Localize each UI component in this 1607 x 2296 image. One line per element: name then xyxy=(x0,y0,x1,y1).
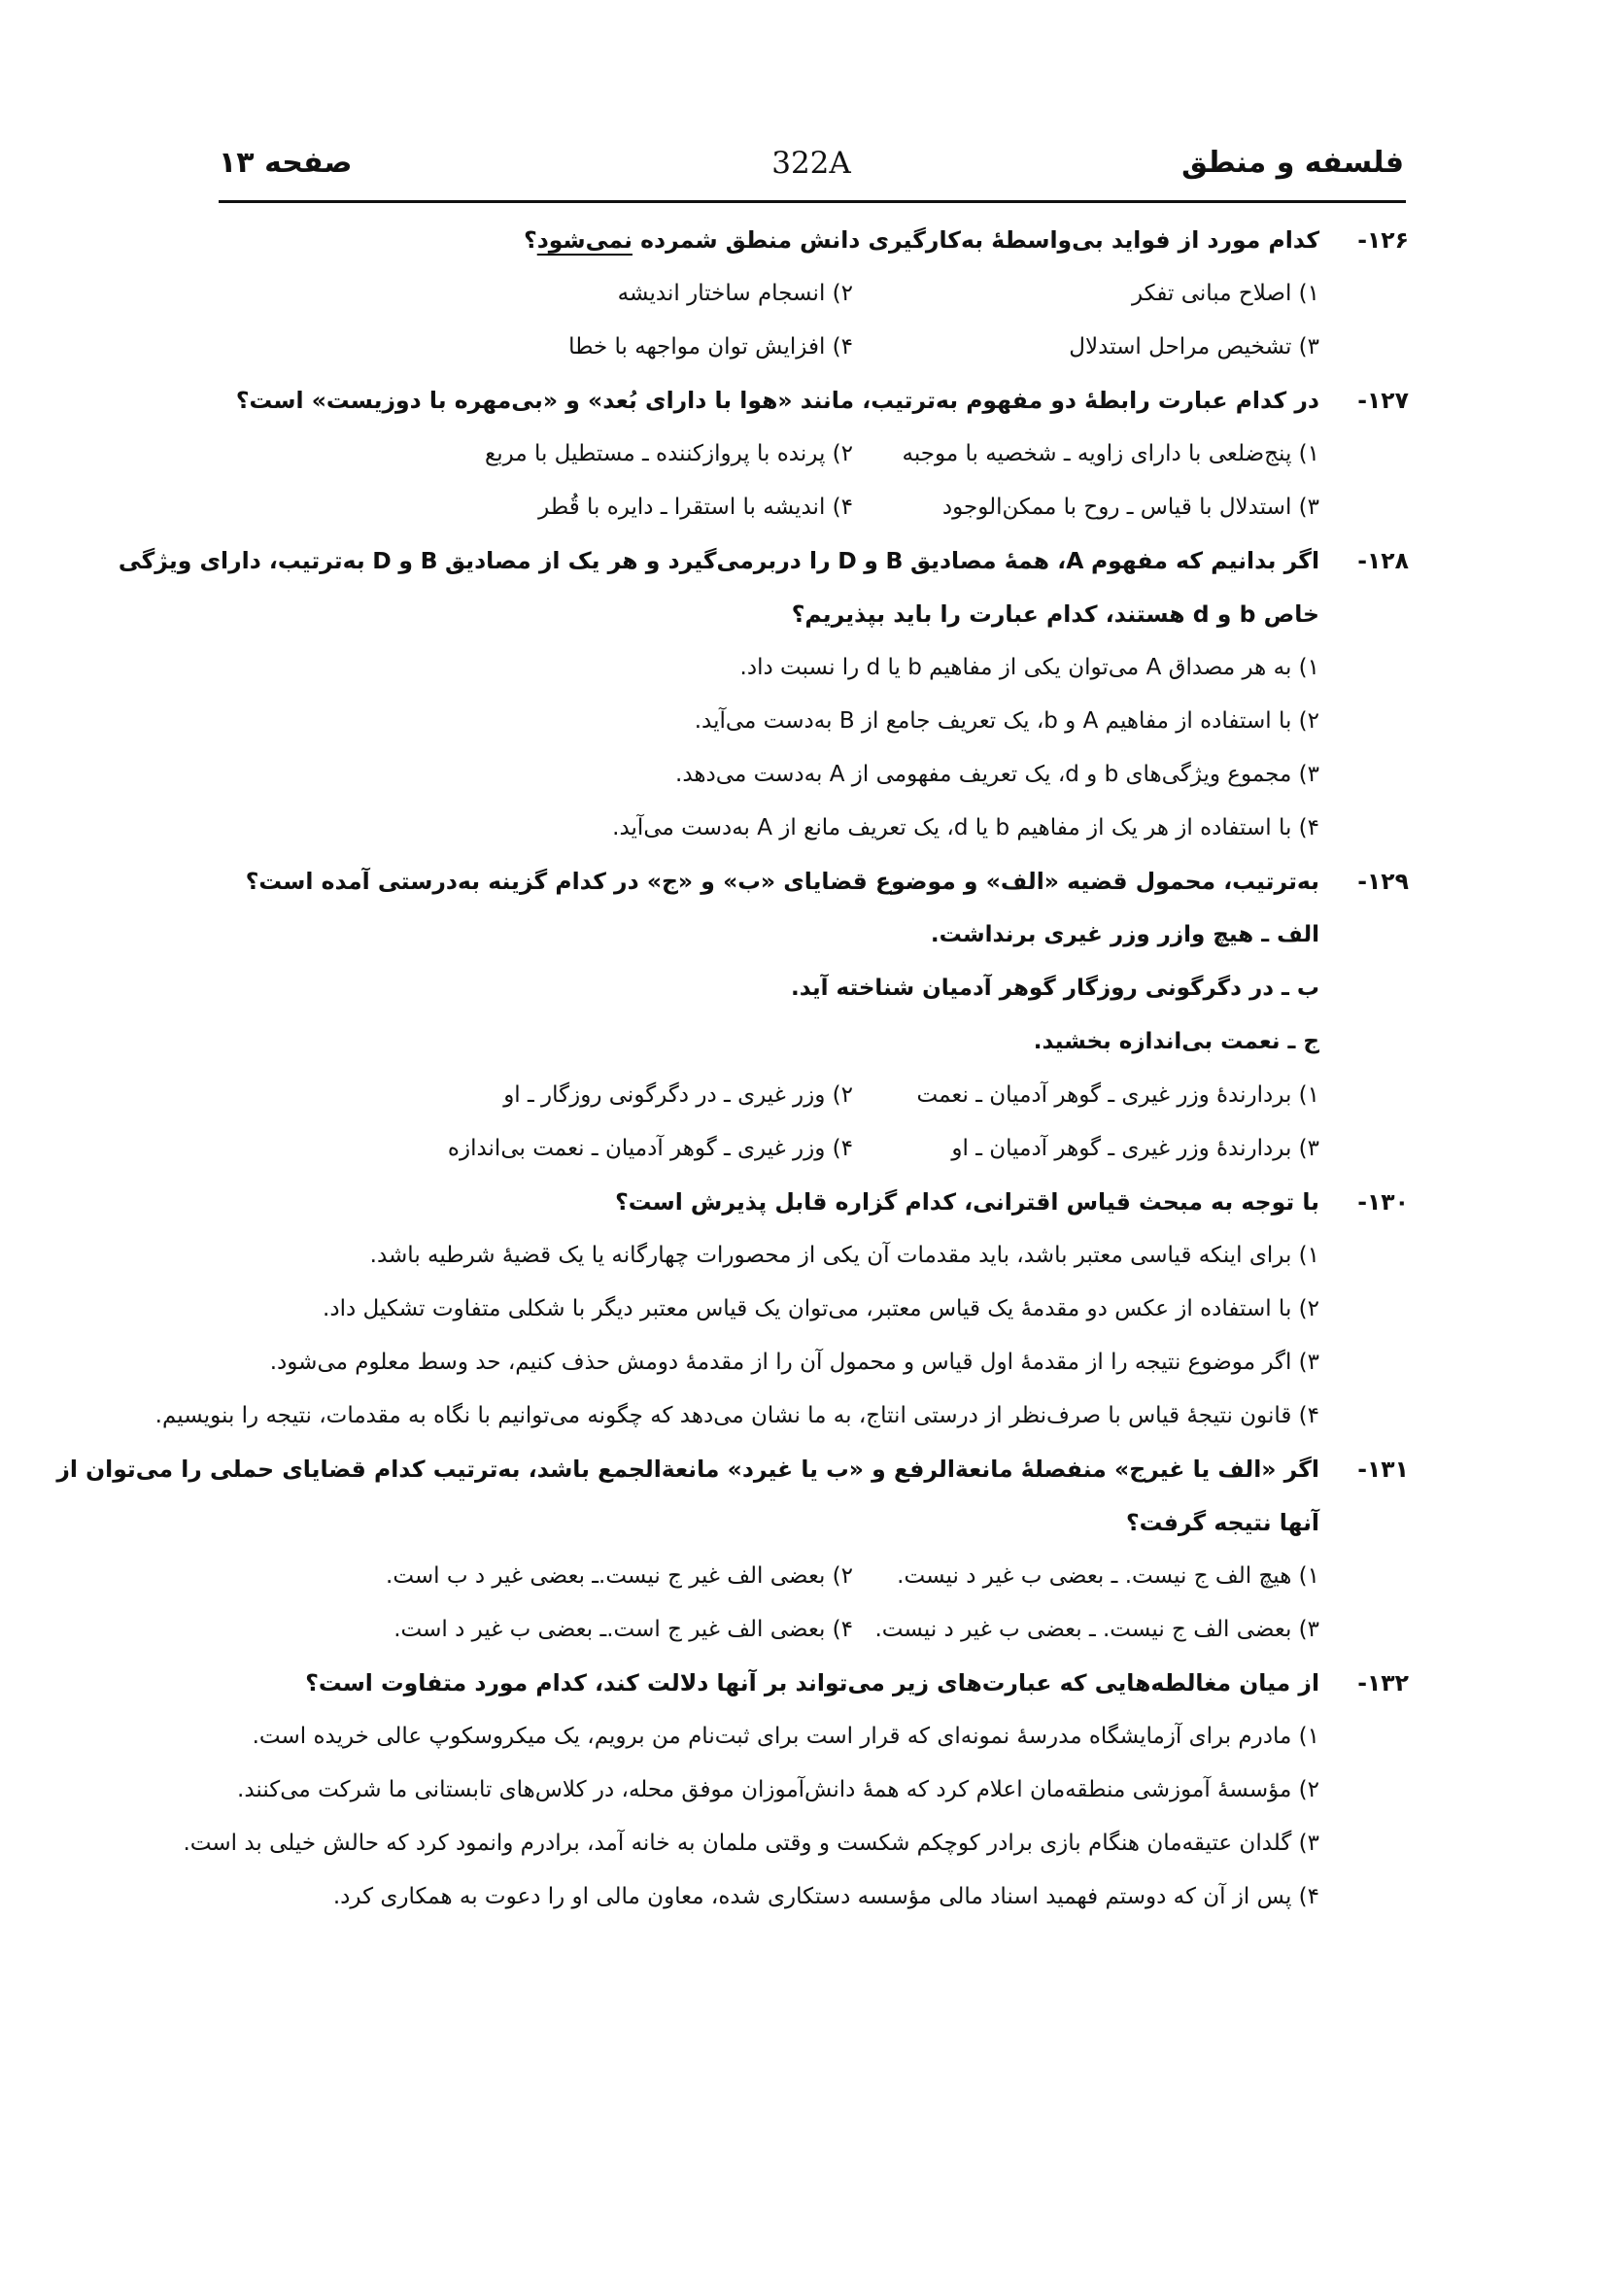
question-number: ۱۳۱- xyxy=(1357,1456,1409,1483)
question-stem xyxy=(209,1176,1409,1229)
question-132 xyxy=(183,1657,1409,1924)
stem-underlined: نمی‌شود xyxy=(536,226,633,254)
option-1[interactable]: ۱) بردارندهٔ وزر غیری ـ گوهر آدمیان ـ نعمت xyxy=(916,1082,1319,1108)
question-number: ۱۳۲- xyxy=(1357,1669,1409,1696)
option-2[interactable]: ۲) با استفاده از مفاهیم A و b، یک تعریف جامع از B به‌دست می‌آید. xyxy=(694,708,1319,734)
option-2[interactable]: ۲) بعضی الف غیر ج نیست.ـ بعضی غیر د ب است. xyxy=(386,1563,853,1589)
statement-jim: ج ـ نعمت بی‌اندازه بخشید. xyxy=(1033,1029,1319,1054)
question-number: ۱۳۰- xyxy=(1357,1188,1409,1216)
question-130 xyxy=(154,1176,1409,1443)
question-stem xyxy=(209,374,1409,428)
option-1[interactable]: ۱) به هر مصداق A می‌توان یکی از مفاهیم b یا d را نسبت داد. xyxy=(739,655,1319,680)
option-2[interactable]: ۲) انسجام ساختار اندیشه xyxy=(617,281,853,306)
option-1[interactable]: ۱) پنج‌ضلعی با دارای زاویه ـ شخصیه با موجبه xyxy=(902,441,1319,466)
question-stem xyxy=(209,214,1409,267)
option-3[interactable]: ۳) بردارندهٔ وزر غیری ـ گوهر آدمیان ـ او xyxy=(951,1136,1319,1161)
option-1[interactable]: ۱) اصلاح مبانی تفکر xyxy=(1131,281,1319,306)
question-number: ۱۲۶- xyxy=(1357,226,1409,254)
question-stem xyxy=(56,1443,1409,1496)
stem-text-line1: اگر بدانیم که مفهوم A، همهٔ مصادیق B و D را دربرمی‌گیرد و هر یک از مصادیق B و D به‌ترتیب، دارای ویژگی xyxy=(118,547,1319,574)
option-4[interactable]: ۴) افزایش توان مواجهه با خطا xyxy=(568,334,853,360)
option-3[interactable]: ۳) بعضی الف ج نیست. ـ بعضی ب غیر د نیست. xyxy=(874,1617,1319,1642)
page-header xyxy=(219,146,1404,196)
question-stem xyxy=(209,855,1409,908)
stem-text-e: باشد، به‌ترتیب کدام قضایای حملی را می‌توان از xyxy=(56,1456,598,1483)
option-3[interactable]: ۳) اگر موضوع نتیجه را از مقدمهٔ اول قیاس و محمول آن را از مقدمهٔ دومش حذف کنیم، حد وسط معلوم می‌شود. xyxy=(269,1350,1319,1375)
question-number: ۱۲۸- xyxy=(1357,547,1409,574)
option-1[interactable]: ۱) مادرم برای آزمایشگاه مدرسهٔ نمونه‌ای که قرار است برای ثبت‌نام من برویم، یک میکروسکوپ عالی خریده است. xyxy=(252,1724,1319,1749)
question-number: ۱۲۹- xyxy=(1357,868,1409,895)
option-2[interactable]: ۲) مؤسسهٔ آموزشی منطقه‌مان اعلام کرد که همهٔ دانش‌آموزان موفق محله، در کلاس‌های تابستانی ما شرکت می‌کنند. xyxy=(237,1777,1319,1802)
option-4[interactable]: ۴) پس از آن که دوستم فهمید اسناد مالی مؤسسه دستکاری شده، معاون مالی او را دعوت به همکاری کرد. xyxy=(332,1884,1319,1909)
stem-text: با توجه به مبحث قیاس اقترانی، کدام گزاره قابل پذیرش است؟ xyxy=(615,1188,1319,1216)
question-number: ۱۲۷- xyxy=(1357,387,1409,414)
option-4[interactable]: ۴) قانون نتیجهٔ قیاس با صرف‌نظر از درستی انتاج، به ما نشان می‌دهد که چگونه می‌توانیم با نگاه به مقدمات، نتیجه را بنویسیم. xyxy=(154,1403,1319,1428)
stem-text: به‌ترتیب، محمول قضیه «الف» و موضوع قضایای «ب» و «ج» در کدام گزینه به‌درستی آمده است؟ xyxy=(245,868,1319,895)
option-4[interactable]: ۴) بعضی الف غیر ج است.ـ بعضی ب غیر د است. xyxy=(393,1617,853,1642)
question-131 xyxy=(56,1443,1409,1657)
question-128 xyxy=(118,534,1409,855)
subject-title: فلسفه و منطق xyxy=(1181,146,1404,180)
stem-text-a: اگر «الف یا غیرج» منفصلهٔ xyxy=(1012,1456,1319,1483)
stem-text-line2: خاص b و d هستند، کدام عبارت را باید بپذیریم؟ xyxy=(791,600,1319,628)
booklet-code: 322A xyxy=(771,146,851,181)
question-126 xyxy=(209,214,1409,374)
question-stem xyxy=(209,1657,1409,1710)
stem-text: در کدام عبارت رابطهٔ دو مفهوم به‌ترتیب، مانند «هوا با دارای بُعد» و «بی‌مهره با دوزیست» است؟ xyxy=(235,387,1319,414)
question-stem-cont xyxy=(209,1496,1409,1550)
stem-text: کدام مورد از فواید بی‌واسطهٔ به‌کارگیری دانش منطق شمرده xyxy=(633,226,1319,254)
option-3[interactable]: ۳) تشخیص مراحل استدلال xyxy=(1069,334,1319,360)
option-3[interactable]: ۳) گلدان عتیقه‌مان هنگام بازی برادر کوچکم شکست و وقتی ملمان به خانه آمد، برادرم وانمود کرد که حالش خیلی بد است. xyxy=(183,1831,1319,1856)
option-2[interactable]: ۲) با استفاده از عکس دو مقدمهٔ یک قیاس معتبر، می‌توان یک قیاس معتبر دیگر با شکلی متفاوت تشکیل داد. xyxy=(323,1296,1319,1321)
stem-text-end: ؟ xyxy=(524,226,537,254)
option-2[interactable]: ۲) وزر غیری ـ در دگرگونی روزگار ـ او xyxy=(503,1082,853,1108)
option-3[interactable]: ۳) مجموع ویژگی‌های b و d، یک تعریف مفهومی از A به‌دست می‌دهد. xyxy=(675,762,1319,787)
option-2[interactable]: ۲) پرنده با پروازکننده ـ مستطیل با مربع xyxy=(485,441,853,466)
stem-term-2: مانعةالجمع xyxy=(598,1456,720,1483)
question-stem-cont xyxy=(209,588,1409,641)
question-129 xyxy=(209,855,1409,1176)
stem-text-c: و «ب یا غیرد» xyxy=(719,1456,894,1483)
question-127 xyxy=(209,374,1409,534)
header-rule xyxy=(219,200,1406,203)
questions-list xyxy=(56,214,1409,1924)
option-4[interactable]: ۴) وزر غیری ـ گوهر آدمیان ـ نعمت بی‌اندازه xyxy=(447,1136,853,1161)
stem-text: از میان مغالطه‌هایی که عبارت‌های زیر می‌تواند بر آنها دلالت کند، کدام مورد متفاوت است؟ xyxy=(305,1669,1319,1696)
page-number: صفحه ۱۳ xyxy=(219,146,353,180)
stem-text-line2: آنها نتیجه گرفت؟ xyxy=(1126,1509,1319,1536)
option-1[interactable]: ۱) هیچ الف ج نیست. ـ بعضی ب غیر د نیست. xyxy=(897,1563,1319,1589)
option-4[interactable]: ۴) اندیشه با استقرا ـ دایره با قُطر xyxy=(538,495,853,520)
option-3[interactable]: ۳) استدلال با قیاس ـ روح با ممکن‌الوجود xyxy=(941,495,1319,520)
option-4[interactable]: ۴) با استفاده از هر یک از مفاهیم b یا d، یک تعریف مانع از A به‌دست می‌آید. xyxy=(612,815,1319,840)
option-1[interactable]: ۱) برای اینکه قیاسی معتبر باشد، باید مقدمات آن یکی از محصورات چهارگانه یا یک قضیهٔ شرطیه باشد. xyxy=(369,1243,1319,1268)
question-stem xyxy=(118,534,1409,588)
statement-be: ب ـ در دگرگونی روزگار گوهر آدمیان شناخته آید. xyxy=(790,976,1319,1001)
stem-term-1: مانعةالرفع xyxy=(893,1456,1013,1483)
statement-alef: الف ـ هیچ وازر وزر غیری برنداشت. xyxy=(930,922,1319,947)
